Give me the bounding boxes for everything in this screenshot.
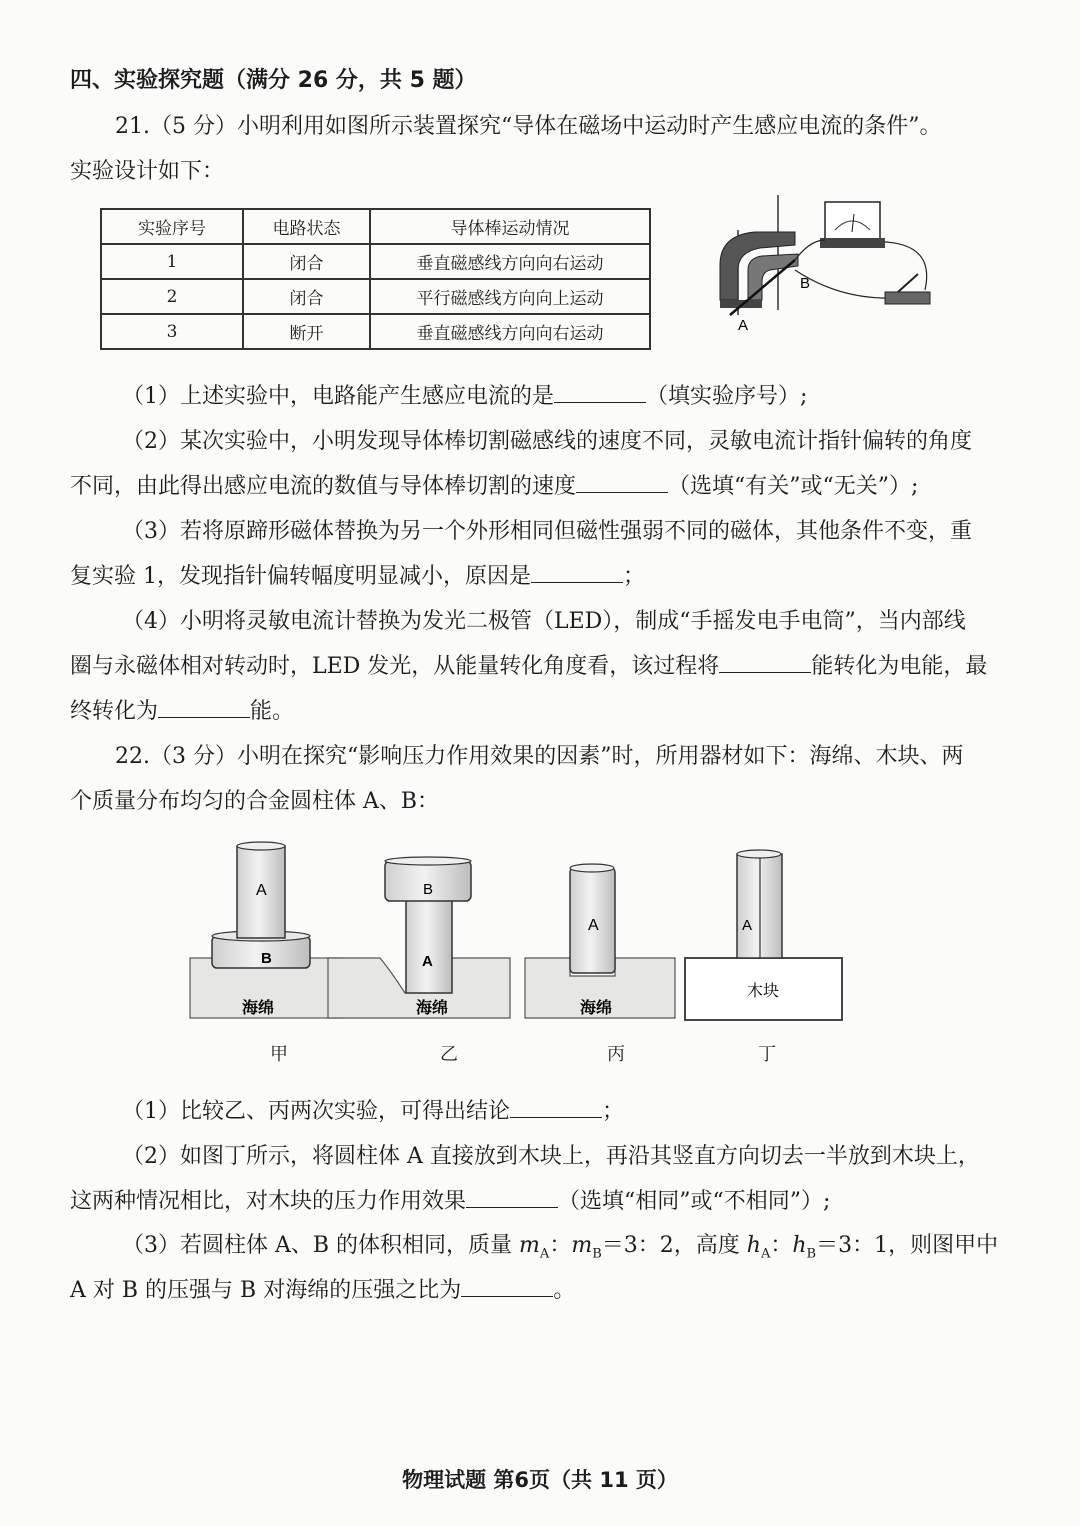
q21-p4-line2 bbox=[70, 652, 987, 682]
cylinder-a-label: A bbox=[588, 917, 599, 934]
table-header-row bbox=[101, 209, 650, 244]
table-cell: 断开 bbox=[243, 314, 370, 349]
q22-intro-1: 22.（3 分）小明在探究“影响压力作用效果的因素”时，所用器材如下：海绵、木块、两 bbox=[115, 744, 964, 769]
apparatus-label-b: B bbox=[800, 275, 811, 292]
q21-p3-line2 bbox=[70, 562, 645, 592]
q21-p4-tail: 能。 bbox=[250, 699, 295, 724]
q21-p4-text: 圈与永磁体相对转动时，LED 发光，从能量转化角度看，该过程将 bbox=[70, 654, 720, 679]
answer-blank bbox=[554, 384, 646, 403]
table-header: 实验序号 bbox=[101, 209, 243, 244]
table-cell: 闭合 bbox=[243, 244, 370, 279]
q22-p1-tail: ； bbox=[602, 1099, 625, 1124]
pressure-experiment-figure bbox=[185, 838, 850, 1033]
cylinder-a-label: A bbox=[422, 953, 433, 970]
q22-p3-text-2: A 对 B 的压强与 B 对海绵的压强之比为 bbox=[70, 1278, 462, 1303]
cylinder-a-label: A bbox=[742, 917, 753, 934]
table-cell: 3 bbox=[101, 314, 243, 349]
q22-p2-text: 这两种情况相比，对木块的压力作用效果 bbox=[70, 1189, 467, 1214]
table-header: 电路状态 bbox=[243, 209, 370, 244]
sponge-label: 海绵 bbox=[416, 998, 449, 1017]
mass-b-symbol: m bbox=[571, 1233, 593, 1258]
q21-p1-tail: （填实验序号）; bbox=[646, 384, 808, 409]
induction-apparatus-figure bbox=[700, 190, 950, 340]
height-b-symbol: h bbox=[792, 1233, 807, 1258]
mass-a-symbol: m bbox=[519, 1233, 540, 1258]
sponge-label: 海绵 bbox=[242, 998, 275, 1017]
section-title: 四、实验探究题（满分 26 分，共 5 题） bbox=[70, 68, 477, 93]
caption-ding: 丁 bbox=[758, 1044, 776, 1065]
q22-p3-line1 bbox=[122, 1231, 998, 1269]
answer-blank bbox=[576, 474, 668, 493]
answer-blank bbox=[531, 564, 623, 583]
q22-intro-2: 个质量分布均匀的合金圆柱体 A、B： bbox=[70, 789, 440, 814]
cylinder-b-label: B bbox=[261, 950, 272, 967]
table-row bbox=[101, 314, 650, 349]
colon: ： bbox=[549, 1233, 572, 1258]
wood-block-label: 木块 bbox=[747, 981, 780, 1000]
caption-jia: 甲 bbox=[270, 1044, 288, 1065]
q21-p2-text: 不同，由此得出感应电流的数值与导体棒切割的速度 bbox=[70, 474, 577, 499]
page-footer: 物理试题 第6页（共 11 页） bbox=[402, 1468, 678, 1492]
q22-p3-tail: 。 bbox=[553, 1278, 576, 1303]
subscript: B bbox=[806, 1246, 817, 1262]
q21-p4-line1: （4）小明将灵敏电流计替换为发光二极管（LED），制成“手摇发电手电筒”，当内部线 bbox=[122, 609, 966, 634]
q22-p3-text: （3）若圆柱体 A、B 的体积相同，质量 bbox=[122, 1233, 520, 1258]
q22-p1-text: （1）比较乙、丙两次实验，可得出结论 bbox=[122, 1099, 510, 1124]
q22-p2-tail: （选填“相同”或“不相同”）; bbox=[558, 1189, 831, 1214]
q21-p4-line3 bbox=[70, 697, 294, 727]
subscript: A bbox=[760, 1246, 771, 1262]
q22-p3-line2 bbox=[70, 1276, 575, 1306]
q21-p4-mid: 能转化为电能，最 bbox=[811, 654, 988, 679]
caption-bing: 丙 bbox=[607, 1044, 625, 1065]
table-row bbox=[101, 279, 650, 314]
q21-p2-line1: （2）某次实验中，小明发现导体棒切割磁感线的速度不同，灵敏电流计指针偏转的角度 bbox=[122, 429, 972, 454]
q21-p3-tail: ； bbox=[623, 564, 646, 589]
table-row bbox=[101, 244, 650, 279]
table-cell: 1 bbox=[101, 244, 243, 279]
answer-blank bbox=[158, 699, 250, 718]
experiment-table bbox=[100, 208, 651, 350]
cylinder-b-label: B bbox=[423, 881, 434, 898]
colon: ： bbox=[770, 1233, 793, 1258]
q21-intro-2: 实验设计如下： bbox=[70, 159, 225, 184]
q21-p2-line2 bbox=[70, 472, 918, 502]
ratio-text: ＝3：1，则图甲中 bbox=[816, 1233, 999, 1258]
sponge-label: 海绵 bbox=[580, 998, 613, 1017]
cylinder-a-label: A bbox=[256, 882, 267, 899]
q21-intro-1: 21.（5 分）小明利用如图所示装置探究“导体在磁场中运动时产生感应电流的条件”。 bbox=[115, 114, 942, 139]
q22-p1 bbox=[122, 1097, 624, 1127]
answer-blank bbox=[461, 1278, 553, 1297]
caption-yi: 乙 bbox=[440, 1044, 458, 1065]
setup-yi bbox=[328, 857, 510, 1018]
answer-blank bbox=[466, 1189, 558, 1208]
q21-p4-text-2: 终转化为 bbox=[70, 699, 159, 724]
table-cell: 垂直磁感线方向向右运动 bbox=[370, 314, 650, 349]
q22-p2-line2 bbox=[70, 1187, 830, 1217]
table-cell: 闭合 bbox=[243, 279, 370, 314]
q21-p3-text: 复实验 1，发现指针偏转幅度明显减小，原因是 bbox=[70, 564, 531, 589]
table-cell: 垂直磁感线方向向右运动 bbox=[370, 244, 650, 279]
answer-blank bbox=[510, 1099, 602, 1118]
setup-jia bbox=[190, 842, 342, 1018]
q22-p2-line1: （2）如图丁所示，将圆柱体 A 直接放到木块上，再沿其竖直方向切去一半放到木块上， bbox=[122, 1144, 980, 1169]
answer-blank bbox=[719, 654, 811, 673]
q21-p1 bbox=[122, 382, 807, 412]
height-a-symbol: h bbox=[746, 1233, 761, 1258]
apparatus-label-a: A bbox=[738, 317, 749, 334]
table-header: 导体棒运动情况 bbox=[370, 209, 650, 244]
ratio-text: ＝3：2，高度 bbox=[601, 1233, 747, 1258]
table-cell: 平行磁感线方向向上运动 bbox=[370, 279, 650, 314]
q21-p2-tail: （选填“有关”或“无关”）; bbox=[668, 474, 919, 499]
subscript: A bbox=[539, 1246, 550, 1262]
setup-bing bbox=[525, 864, 675, 1018]
table-cell: 2 bbox=[101, 279, 243, 314]
subscript: B bbox=[592, 1246, 602, 1262]
q21-p1-text: （1）上述实验中，电路能产生感应电流的是 bbox=[122, 384, 554, 409]
setup-ding bbox=[685, 850, 842, 1020]
q21-p3-line1: （3）若将原蹄形磁体替换为另一个外形相同但磁性强弱不同的磁体，其他条件不变，重 bbox=[122, 519, 972, 544]
